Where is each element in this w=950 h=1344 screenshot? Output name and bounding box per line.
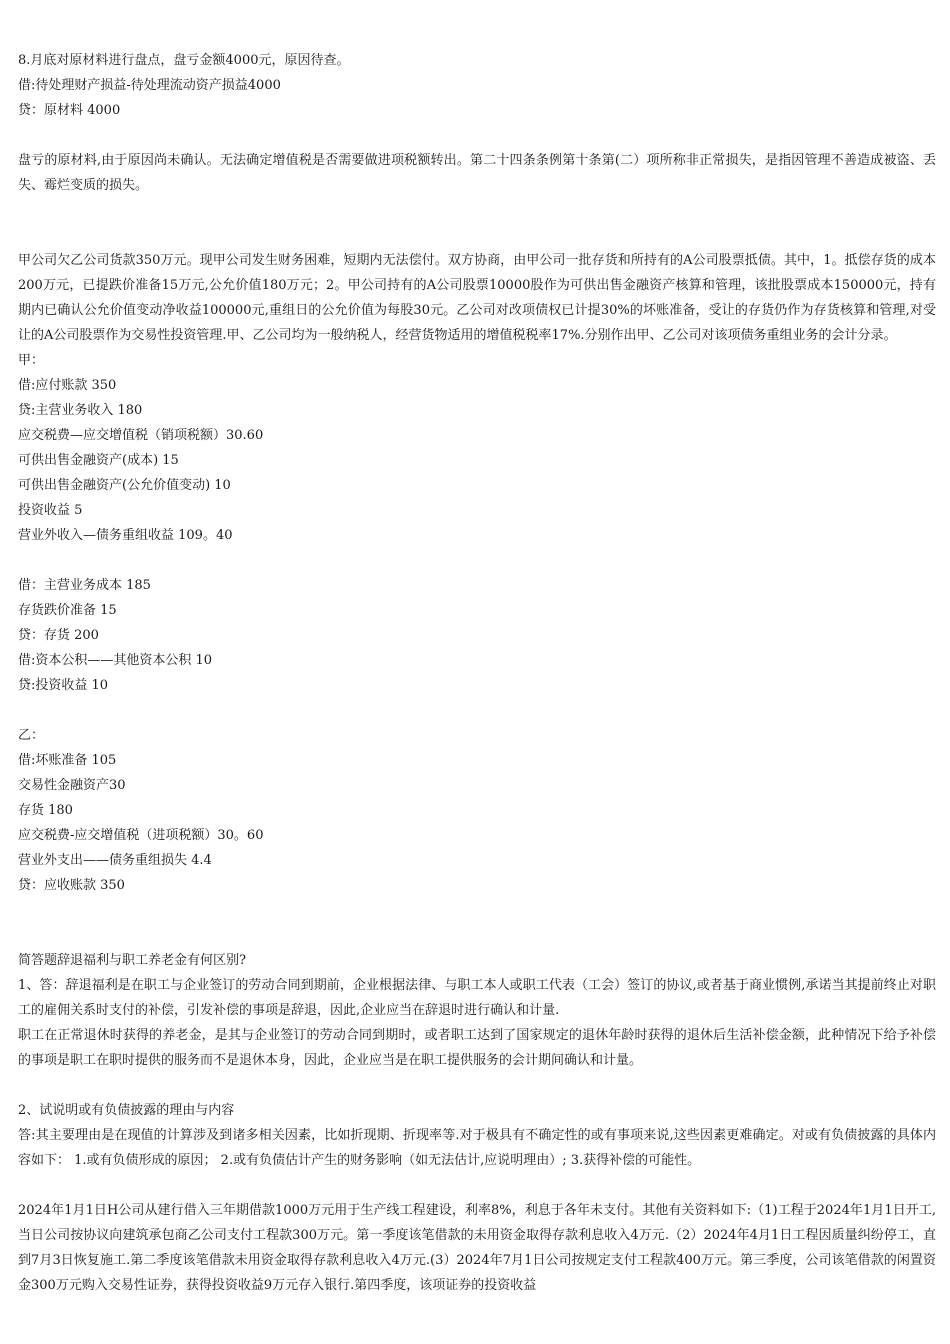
journal-line: 借:坏账准备 105 [18,753,117,768]
journal-line: 存货跌价准备 15 [18,603,117,618]
journal-line: 应交税费-应交增值税（进项税额）30。60 [18,828,264,843]
question-title: 2、试说明或有负债披露的理由与内容 [18,1103,235,1118]
journal-line: 可供出售金融资产(公允价值变动) 10 [18,478,231,493]
journal-line: 可供出售金融资产(成本) 15 [18,453,179,468]
sec1-title: 8.月底对原材料进行盘点，盘亏金额4000元，原因待查。 [18,53,350,68]
problem-paragraph: 2024年1月1日H公司从建行借入三年期借款1000万元用于生产线工程建设，利率8%，利息于各年未支付。其他有关资料如下:（1)工程于2024年1月1日开工,当日公司按协议向建筑承包商乙公司支付工程款300万元。第一季度该笔借款的未用资金取得存款利息收入4万元.（2）2024年4月1日工程因质量纠纷停工，直到7月3日恢复施工.第二季度该笔借款未用资金取得存款利息收入4万元.(3）2024年7月1日公司按规定支付工程款400万元。第三季度，公司该笔借款的闲置资金300万元购入交易性证券，获得投资收益9万元存入银行.第四季度，该项证券的投资收益 [18,1203,936,1293]
journal-line: 借:资本公积——其他资本公积 10 [18,653,213,668]
journal-line: 贷：应收账款 350 [18,878,125,893]
journal-line: 投资收益 5 [18,503,83,518]
journal-line: 应交税费—应交增值税（销项税额）30.60 [18,428,264,443]
journal-line: 贷:投资收益 10 [18,678,109,693]
sec1-credit: 贷：原材料 4000 [18,103,121,118]
answer-paragraph: 1、答：辞退福利是在职工与企业签订的劳动合同到期前，企业根据法律、与职工本人或职工代表（工会）签订的协议,或者基于商业惯例,承诺当其提前终止对职工的雇佣关系时支付的补偿，引发补偿的事项是辞退，因此,企业应当在辞退时进行确认和计量. [18,978,936,1018]
question-title: 简答题辞退福利与职工养老金有何区别? [18,953,246,968]
sec1-note: 盘亏的原材料,由于原因尚未确认。无法确定增值税是否需要做进项税额转出。第二十四条条例第十条第(二）项所称非正常损失，是指因管理不善造成被盗、丢失、霉烂变质的损失。 [18,153,936,193]
journal-line: 营业外收入—债务重组收益 109。40 [18,528,233,543]
journal-line: 营业外支出——债务重组损失 4.4 [18,853,212,868]
journal-line: 存货 180 [18,803,73,818]
journal-line: 交易性金融资产30 [18,778,126,793]
answer-paragraph: 职工在正常退休时获得的养老金，是其与企业签订的劳动合同到期时，或者职工达到了国家规定的退休年龄时获得的退休后生活补偿金额，此种情况下给予补偿的事项是职工在职时提供的服务而不是退休本身，因此，企业应当是在职工提供服务的会计期间确认和计量。 [18,1028,936,1068]
sec1-debit: 借:待处理财产损益-待处理流动资产损益4000 [18,78,281,93]
journal-line: 借：主营业务成本 185 [18,578,151,593]
document-page [18,48,936,1298]
sec2-jia-label: 甲： [18,353,45,368]
journal-line: 借:应付账款 350 [18,378,117,393]
sec2-yi-label: 乙： [18,728,45,743]
journal-line: 贷：存货 200 [18,628,99,643]
answer-paragraph: 答:其主要理由是在现值的计算涉及到诸多相关因素，比如折现期、折现率等.对于极具有不确定性的或有事项来说,这些因素更难确定。对或有负债披露的具体内容如下： 1.或有负债形成的原因； 2.或有负债估计产生的财务影响（如无法估计,应说明理由）; 3.获得补偿的可能性。 [18,1128,936,1168]
journal-line: 贷:主营业务收入 180 [18,403,143,418]
sec2-problem: 甲公司欠乙公司货款350万元。现甲公司发生财务困难，短期内无法偿付。双方协商，由甲公司一批存货和所持有的A公司股票抵债。其中，1。抵偿存货的成本200万元，已提跌价准备15万元,公允价值180万元；2。甲公司持有的A公司股票10000股作为可供出售金融资产核算和管理，该批股票成本150000元，持有期内已确认公允价值变动净收益100000元,重组日的公允价值为每股30元。乙公司对改项债权已计提30%的坏账准备，受让的存货仍作为存货核算和管理,对受让的A公司股票作为交易性投资管理.甲、乙公司均为一般纳税人，经营货物适用的增值税税率17%.分别作出甲、乙公司对该项债务重组业务的会计分录。 [18,253,936,343]
